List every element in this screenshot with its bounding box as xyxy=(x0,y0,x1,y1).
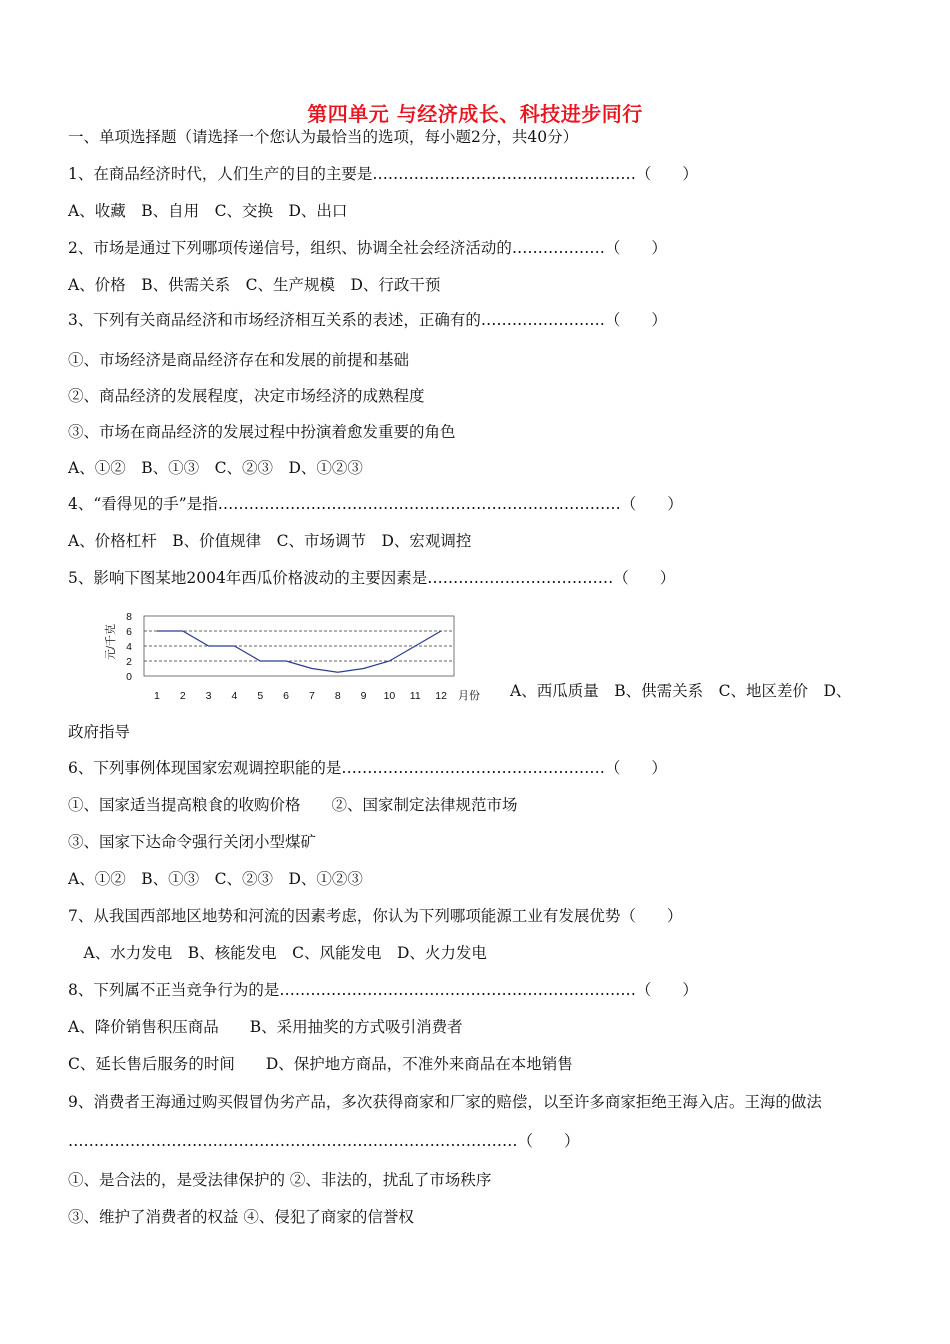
question-1: 1、在商品经济时代，人们生产的目的主要是……………………………………………（ ） xyxy=(68,165,698,183)
y-tick-label: 8 xyxy=(126,611,132,623)
question-4-options: A、价格杠杆 B、价值规律 C、市场调节 D、宏观调控 xyxy=(68,532,472,550)
question-9-blank: ……………………………………………………………………………（ ） xyxy=(68,1132,580,1150)
question-4: 4、“看得见的手”是指……………………………………………………………………（ ） xyxy=(68,495,683,513)
question-9-statement-1-2: ①、是合法的，是受法律保护的 ②、非法的，扰乱了市场秩序 xyxy=(68,1171,492,1189)
question-9-statement-3-4: ③、维护了消费者的权益 ④、侵犯了商家的信誉权 xyxy=(68,1208,414,1226)
question-3-statement-2: ②、商品经济的发展程度，决定市场经济的成熟程度 xyxy=(68,387,425,405)
x-tick-label: 10 xyxy=(383,690,396,702)
price-line xyxy=(157,631,441,672)
x-tick-label: 5 xyxy=(257,690,264,702)
x-tick-label: 7 xyxy=(308,690,315,702)
question-6-options: A、①② B、①③ C、②③ D、①②③ xyxy=(68,870,363,888)
x-tick-label: 6 xyxy=(283,690,290,702)
question-9: 9、消费者王海通过购买假冒伪劣产品，多次获得商家和厂家的赔偿，以至许多商家拒绝王海入店。王海的做法 xyxy=(68,1093,822,1111)
x-tick-label: 3 xyxy=(205,690,212,702)
x-tick-label: 2 xyxy=(179,690,186,702)
question-1-options: A、收藏 B、自用 C、交换 D、出口 xyxy=(68,202,348,220)
question-7-options: A、水力发电 B、核能发电 C、风能发电 D、火力发电 xyxy=(68,944,487,962)
question-3-statement-1: ①、市场经济是商品经济存在和发展的前提和基础 xyxy=(68,351,410,369)
question-7: 7、从我国西部地区地势和河流的因素考虑，你认为下列哪项能源工业有发展优势（ ） xyxy=(68,907,683,925)
x-tick-label: 1 xyxy=(153,690,160,702)
question-6: 6、下列事例体现国家宏观调控职能的是……………………………………………（ ） xyxy=(68,759,667,777)
x-tick-label: 12 xyxy=(435,690,447,702)
question-8-options-ab: A、降价销售积压商品 B、采用抽奖的方式吸引消费者 xyxy=(68,1018,463,1036)
question-2: 2、市场是通过下列哪项传递信号，组织、协调全社会经济活动的………………（ ） xyxy=(68,239,667,257)
question-3: 3、下列有关商品经济和市场经济相互关系的表述，正确有的……………………（ ） xyxy=(68,311,667,329)
watermelon-price-chart xyxy=(100,604,500,704)
y-tick-label: 6 xyxy=(126,626,132,638)
y-tick-label: 0 xyxy=(126,671,132,683)
x-tick-label: 11 xyxy=(409,690,421,702)
y-axis-label: 元/千克 xyxy=(105,623,117,661)
x-tick-label: 8 xyxy=(334,690,341,702)
question-5: 5、影响下图某地2004年西瓜价格波动的主要因素是………………………………（ ） xyxy=(68,569,676,587)
y-tick-label: 2 xyxy=(126,656,132,668)
y-tick-label: 4 xyxy=(126,641,132,653)
question-8: 8、下列属不正当竞争行为的是……………………………………………………………（ ） xyxy=(68,981,698,999)
question-3-statement-3: ③、市场在商品经济的发展过程中扮演着愈发重要的角色 xyxy=(68,423,456,441)
section-heading: 一、单项选择题（请选择一个您认为最恰当的选项，每小题2分，共40分） xyxy=(68,128,579,146)
page-title: 第四单元 与经济成长、科技进步同行 xyxy=(307,102,643,126)
question-5-options-cont: 政府指导 xyxy=(68,723,131,741)
question-6-statement-3: ③、国家下达命令强行关闭小型煤矿 xyxy=(68,833,317,851)
question-5-options: A、西瓜质量 B、供需关系 C、地区差价 D、 xyxy=(510,682,852,700)
question-3-options: A、①② B、①③ C、②③ D、①②③ xyxy=(68,459,363,477)
question-8-options-cd: C、延长售后服务的时间 D、保护地方商品，不准外来商品在本地销售 xyxy=(68,1055,573,1073)
x-tick-label: 9 xyxy=(360,690,367,702)
question-6-statement-1-2: ①、国家适当提高粮食的收购价格 ②、国家制定法律规范市场 xyxy=(68,796,518,814)
question-2-options: A、价格 B、供需关系 C、生产规模 D、行政干预 xyxy=(68,276,441,294)
x-tick-label: 4 xyxy=(231,690,238,702)
x-axis-label: 月份 xyxy=(458,690,480,702)
